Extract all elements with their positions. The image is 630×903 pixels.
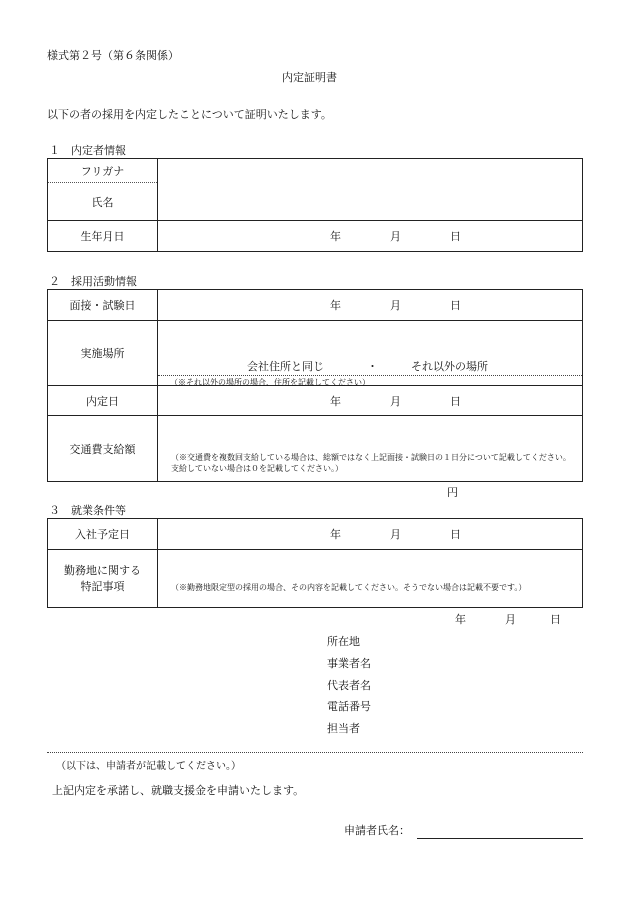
- applicant-statement: 上記内定を承諾し、就職支援金を申請いたします。: [52, 784, 305, 797]
- certify-month-unit: 月: [505, 613, 516, 626]
- applicant-info-table: [47, 158, 583, 252]
- workplace-field[interactable]: [158, 550, 583, 608]
- applicant-name-field[interactable]: [417, 838, 583, 839]
- workplace-label: [48, 550, 158, 608]
- workplace-label-line1: 勤務地に関する: [64, 563, 141, 577]
- offer-date-field[interactable]: [158, 386, 583, 416]
- name-field[interactable]: [158, 159, 583, 221]
- start-day-unit: 日: [450, 528, 461, 541]
- offer-date-label: [48, 386, 158, 416]
- offer-month-unit: 月: [390, 394, 401, 408]
- interview-date-label-text: 面接・試験日: [69, 299, 136, 312]
- employer-phone-label: 電話番号: [327, 700, 371, 713]
- start-date-label-text: 入社予定日: [75, 528, 130, 541]
- section1-heading: １ 内定者情報: [49, 144, 126, 157]
- workplace-note: （※勤務地限定型の採用の場合、その内容を記載してください。そうでない場合は記載不要です。）: [171, 582, 527, 592]
- birthdate-month-unit: 月: [390, 230, 401, 243]
- transport-field[interactable]: [158, 416, 583, 499]
- applicant-divider: [47, 752, 583, 753]
- intro-text: 以下の者の採用を内定したことについて証明いたします。: [47, 108, 332, 121]
- name-label-text: 氏名: [91, 195, 114, 209]
- start-year-unit: 年: [330, 528, 341, 541]
- employer-business-name-label: 事業者名: [327, 657, 371, 670]
- furigana-label: [48, 159, 158, 183]
- employer-address-label: 所在地: [327, 635, 360, 648]
- birthdate-year-unit: 年: [330, 230, 341, 243]
- venue-option-same-address[interactable]: 会社住所と同じ: [247, 360, 324, 373]
- transport-label-text: 交通費支給額: [69, 442, 136, 456]
- furigana-label-text: フリガナ: [80, 164, 125, 178]
- workplace-label-line2: 特記事項: [80, 579, 125, 593]
- interview-month-unit: 月: [390, 299, 401, 312]
- birthdate-field[interactable]: [158, 221, 583, 252]
- applicant-note: （以下は、申請者が記載してください。）: [56, 761, 241, 772]
- start-date-label: [48, 519, 158, 550]
- transport-note: （※交通費を複数回支給している場合は、総額ではなく上記面接・試験日の１日分について記載してください。支給していない場合は０を記載してください。）: [171, 452, 571, 473]
- name-label: [48, 183, 158, 221]
- venue-note: （※それ以外の場所の場合、住所を記載してください）: [170, 378, 370, 387]
- offer-date-label-text: 内定日: [86, 394, 119, 408]
- section3-heading: ３ 就業条件等: [49, 504, 126, 517]
- applicant-name-label: 申請者氏名：: [344, 824, 410, 837]
- interview-year-unit: 年: [330, 299, 341, 312]
- birthdate-day-unit: 日: [450, 230, 461, 243]
- offer-day-unit: 日: [450, 394, 461, 408]
- birthdate-label: [48, 221, 158, 252]
- section2-heading: ２ 採用活動情報: [49, 275, 137, 288]
- form-number: 様式第２号（第６条関係）: [47, 49, 179, 62]
- employment-conditions-table: [47, 518, 583, 608]
- offer-year-unit: 年: [330, 394, 341, 408]
- transport-label: [48, 416, 158, 482]
- interview-date-label: [48, 290, 158, 321]
- venue-label-text: 実施場所: [80, 347, 125, 360]
- venue-divider: [158, 375, 582, 376]
- venue-option-separator: ・: [367, 360, 378, 373]
- interview-date-field[interactable]: [158, 290, 583, 321]
- interview-day-unit: 日: [450, 299, 461, 312]
- recruitment-info-table: [47, 289, 583, 499]
- venue-label: [48, 321, 158, 386]
- certify-day-unit: 日: [550, 613, 561, 626]
- venue-option-other[interactable]: それ以外の場所: [411, 360, 488, 373]
- certify-year-unit: 年: [455, 613, 466, 626]
- start-date-field[interactable]: [158, 519, 583, 550]
- venue-field[interactable]: [158, 321, 583, 386]
- transport-unit: 円: [447, 485, 458, 499]
- employer-contact-label: 担当者: [327, 722, 360, 735]
- start-month-unit: 月: [390, 528, 401, 541]
- document-title: 内定証明書: [282, 71, 337, 84]
- employer-representative-label: 代表者名: [327, 679, 371, 692]
- birthdate-label-text: 生年月日: [80, 230, 125, 243]
